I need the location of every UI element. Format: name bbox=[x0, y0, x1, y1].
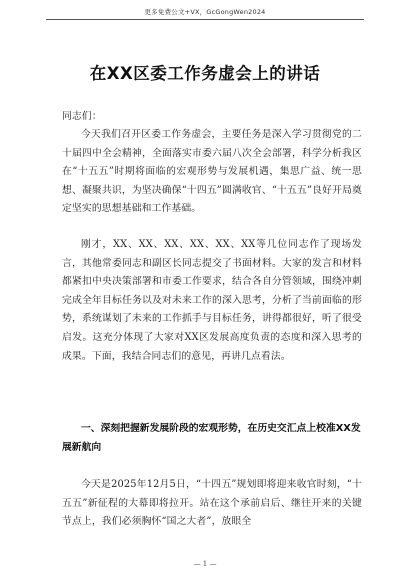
header-divider bbox=[46, 19, 364, 20]
paragraph-section-one: 今天是2025年12月5日，“十四五”规划即将迎来收官时刻，“十五五”新征程的大幕即将拉开。站在这个承前启后、继往开来的关键节点上，我们必须胸怀“国之大者”，放眼全 bbox=[62, 479, 362, 528]
paragraph-speakers: 刚才，XX、XX、XX、XX、XX、XX等几位同志作了现场发言，其他常委同志和副区长同志提交了书面材料。大家的发言和材料都紧扣中央决策部署和市委工作要求，结合各自分管领域，围绕冲刺完成全年目标任务以及对未来工作的深入思考，分析了当前面临的形势，系统谋划了未来的工作抓手与目标任务，讲得都很好，听了很受启发。这充分体现了大家对XX区发展高度负责的态度和深入思考的成果。下面，我结合同志们的意见，再讲几点看法。 bbox=[62, 239, 362, 362]
salutation: 同志们： bbox=[62, 111, 102, 122]
section-heading-one: 一、深刻把握新发展阶段的宏观形势，在历史交汇点上校准XX发展新航向 bbox=[62, 423, 361, 453]
paragraph-intro: 今天我们召开区委工作务虚会，主要任务是深入学习贯彻党的二十届四中全会精神，全面落实市委六届八次全会部署，科学分析我区在“十五五”时期将面临的宏观形势与发展机遇，集思广益、统一思想、凝聚共识，为坚决确保“十四五”圆满收官、“十五五”良好开局奠定坚实的思想基础和工作基础。 bbox=[62, 129, 362, 215]
header-note: 更多免费公文+VX，GcGongWen2024 bbox=[144, 8, 266, 16]
page-number: — 1 — bbox=[193, 560, 217, 568]
page-title: 在XX区委工作务虚会上的讲话 bbox=[89, 64, 321, 83]
